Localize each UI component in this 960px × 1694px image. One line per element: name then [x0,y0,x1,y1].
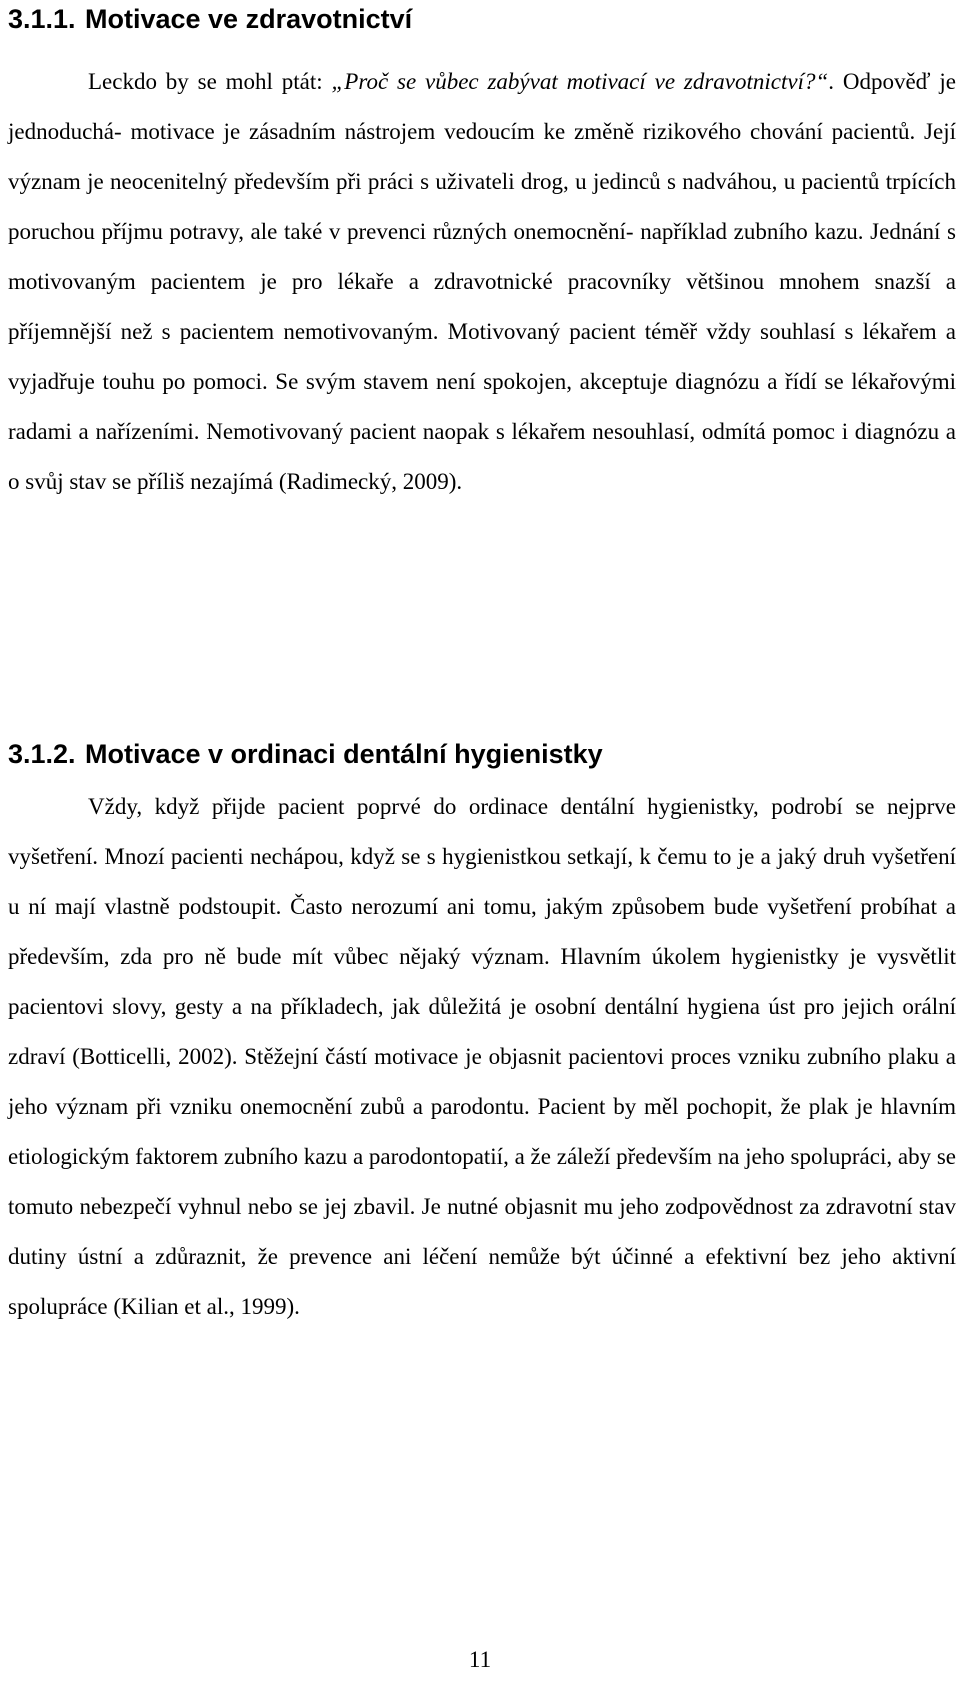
page-number: 11 [468,1647,492,1672]
paragraph-lead: Leckdo by se mohl ptát: [88,69,332,94]
paragraph-motivation-healthcare [8,57,956,507]
paragraph-dental-hygienist-motivation: Vždy, když přijde pacient poprvé do ordinace dentální hygienistky, podrobí se nejprve vyšetření. Mnozí pacienti nechápou, když se s hygienistkou setkají, k čemu to je a jaký druh vyšetření u ní mají vlastně podstoupit. Často nerozumí ani tomu, jakým způsobem bude vyšetření probíhat a především, zda pro ně bude mít vůbec nějaký význam. Hlavním úkolem hygienistky je vysvětlit pacientovi slovy, gesty a na příkladech, jak důležitá je osobní dentální hygiena úst pro jejich orální zdraví (Botticelli, 2002). Stěžejní částí motivace je objasnit pacientovi proces vzniku zubního plaku a jeho význam při vzniku onemocnění zubů a parodontu. Pacient by měl pochopit, že plak je hlavním etiologickým faktorem zubního kazu a parodontopatií, a že záleží především na jeho spolupráci, aby se tomuto nebezpečí vyhnul nebo se jej zbavil. Je nutné objasnit mu jeho zodpovědnost za zdravotní stav dutiny ústní a zdůraznit, že prevence ani léčení nemůže být účinné a efektivní bez jeho aktivní spolupráce (Kilian et al., 1999). [8,794,956,1319]
section-number: 3.1.1. [8,4,76,34]
section-title: Motivace v ordinaci dentální hygienistky [85,739,603,769]
section-heading-3-1-1 [8,0,412,38]
paragraph-question: „Proč se vůbec zabývat motivací ve zdravotnictví?“ [331,69,829,94]
section-heading-3-1-2 [8,735,603,773]
section-number: 3.1.2. [8,739,76,769]
paragraph-body: . Odpověď je jednoduchá- motivace je zásadním nástrojem vedoucím ke změně rizikového chování pacientů. Její význam je neocenitelný především při práci s uživateli drog, u jedinců s nadváhou, u pacientů trpících poruchou příjmu potravy, ale také v prevenci různých onemocnění- například zubního kazu. Jednání s motivovaným pacientem je pro lékaře a zdravotnické pracovníky většinou mnohem snazší a příjemnější než s pacientem nemotivovaným. Motivovaný pacient téměř vždy souhlasí s lékařem a vyjadřuje touhu po pomoci. Se svým stavem není spokojen, akceptuje diagnózu a řídí se lékařovými radami a nařízeními. Nemotivovaný pacient naopak s lékařem nesouhlasí, odmítá pomoc i diagnózu a o svůj stav se příliš nezajímá (Radimecký, 2009). [8,69,956,494]
section-title: Motivace ve zdravotnictví [85,4,413,34]
